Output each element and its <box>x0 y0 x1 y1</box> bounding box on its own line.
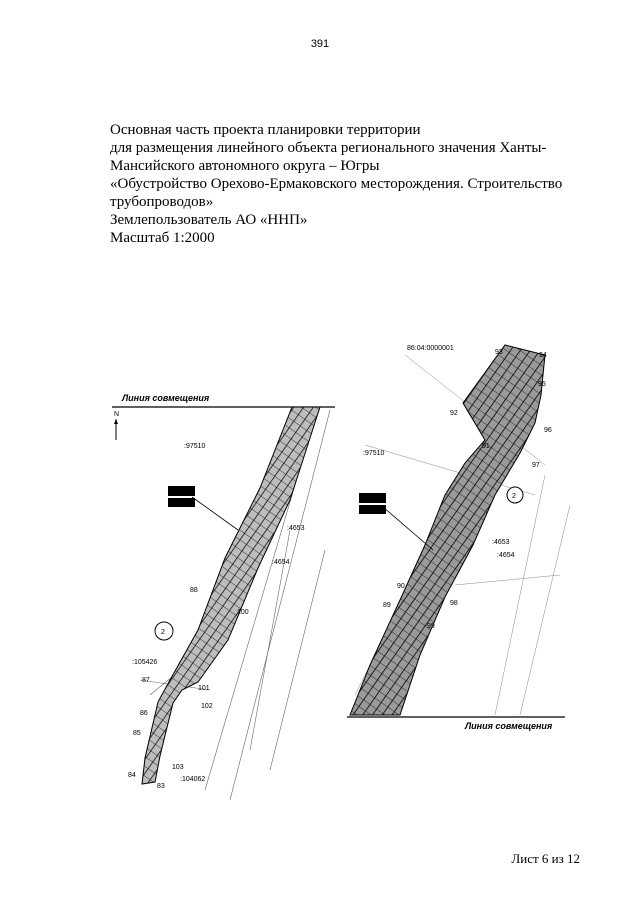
header-line: для размещения линейного объекта регионального значения Ханты- <box>110 140 547 156</box>
point-label: 87 <box>142 677 150 684</box>
point-label: 94 <box>539 352 547 359</box>
callout-label: 2 <box>512 493 516 500</box>
point-label: 101 <box>198 685 210 692</box>
header-line: трубопроводов» <box>110 194 214 210</box>
left-map <box>110 390 340 800</box>
point-label: 85 <box>133 730 141 737</box>
point-label: 102 <box>201 703 213 710</box>
left-route-corridor <box>142 407 320 784</box>
page-number: 391 <box>310 38 330 50</box>
point-label: 89 <box>383 602 391 609</box>
parcel-label: :4653 <box>287 525 305 532</box>
point-label: 91 <box>482 443 490 450</box>
north-arrow-icon <box>114 419 118 440</box>
header-line: Мансийского автономного округа – Югры <box>110 158 380 174</box>
right-route-corridor <box>350 345 545 715</box>
header-line: Основная часть проекта планировки территории <box>110 122 421 138</box>
north-label: N <box>114 411 120 418</box>
point-label: 86 <box>140 710 148 717</box>
point-label: 100 <box>237 609 249 616</box>
header-line: Масштаб 1:2000 <box>110 230 215 246</box>
parcel-label: :4654 <box>272 559 290 566</box>
point-label: 93 <box>495 349 503 356</box>
parcel-label: :104062 <box>180 776 206 783</box>
sheet-number: Лист 6 из 12 <box>511 851 580 866</box>
parcel-label: :4654 <box>497 552 515 559</box>
point-label: 99 <box>427 623 435 630</box>
parcel-label: :97510 <box>184 443 206 450</box>
right-map <box>345 335 570 735</box>
point-label: 98 <box>450 600 458 607</box>
header-line: Землепользователь АО «ННП» <box>110 212 308 228</box>
point-label: 88 <box>190 587 198 594</box>
header-line: «Обустройство Орехово-Ермаковского месторождения. Строительство <box>110 176 563 192</box>
point-label: 103 <box>172 764 184 771</box>
point-label: 84 <box>128 772 136 779</box>
left-combo-line-label: Линия совмещения <box>122 393 210 403</box>
document-header <box>110 121 580 247</box>
point-label: 92 <box>450 410 458 417</box>
point-label: 83 <box>157 783 165 790</box>
point-label: 95 <box>538 381 546 388</box>
parcel-label: :4653 <box>492 539 510 546</box>
cadastral-block-label: 86:04:0000001 <box>407 345 454 352</box>
point-label: 96 <box>544 427 552 434</box>
point-label: 90 <box>397 583 405 590</box>
point-label: 97 <box>532 462 540 469</box>
parcel-label: :97510 <box>363 450 385 457</box>
right-combo-line-label: Линия совмещения <box>465 721 553 731</box>
callout-label: 2 <box>161 629 165 636</box>
parcel-label: :105426 <box>132 659 158 666</box>
